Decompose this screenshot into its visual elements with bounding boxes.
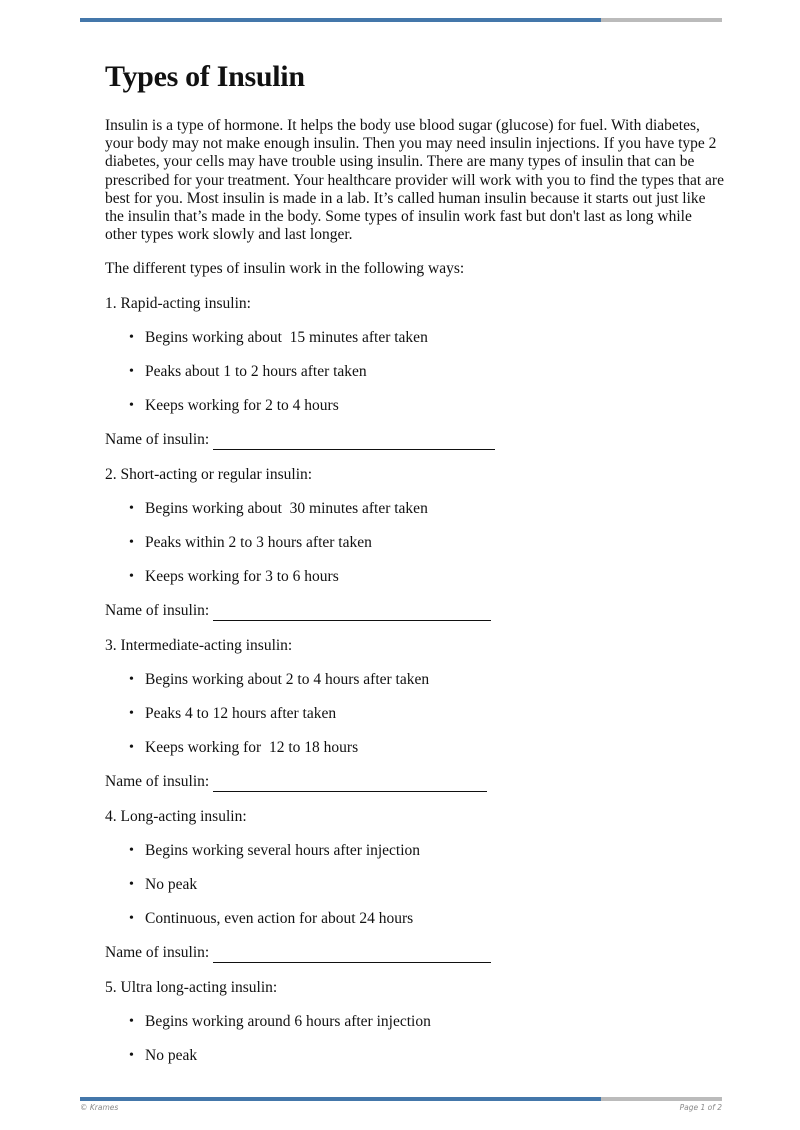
insulin-section bbox=[105, 808, 725, 963]
list-item-text: Keeps working for 2 to 4 hours bbox=[145, 397, 339, 415]
section-title: 4. Long-acting insulin: bbox=[105, 807, 247, 825]
name-of-insulin-label: Name of insulin: bbox=[105, 602, 210, 620]
list-item bbox=[129, 1012, 725, 1031]
bullet-icon: • bbox=[129, 842, 134, 858]
bullet-icon: • bbox=[129, 364, 134, 380]
bullet-icon: • bbox=[129, 398, 134, 414]
list-item-text: Keeps working for 12 to 18 hours bbox=[145, 739, 359, 757]
list-item-text: Begins working around 6 hours after injection bbox=[145, 1012, 431, 1030]
list-item-text: Keeps working for 3 to 6 hours bbox=[145, 568, 339, 586]
list-item-text: Peaks 4 to 12 hours after taken bbox=[145, 705, 337, 723]
list-item bbox=[129, 363, 725, 381]
list-item-text: Peaks within 2 to 3 hours after taken bbox=[145, 534, 372, 552]
footer-rule-accent bbox=[80, 1097, 601, 1101]
list-item-text: Peaks about 1 to 2 hours after taken bbox=[145, 363, 367, 381]
insulin-section bbox=[105, 295, 725, 450]
list-item bbox=[129, 328, 725, 347]
intro-paragraph: Insulin is a type of hormone. It helps the body use blood sugar (glucose) for fuel. With diabetes, your body may not make enough insulin. Then you may need insulin injections. If you have type 2 diabetes, your cells may have trouble using insulin. There are many types of insulin that can be prescribed for your treatment. Your healthcare provider will work with you to find the types that are best for you. Most insulin is made in a lab. It’s called human insulin because it starts out just like the insulin that’s made in the body. Some types of insulin work fast but don't last as long while other types work slowly and last longer. bbox=[105, 117, 724, 244]
bullet-icon: • bbox=[129, 911, 134, 927]
list-item-text: Continuous, even action for about 24 hours bbox=[145, 910, 414, 928]
name-of-insulin-row bbox=[105, 944, 725, 962]
footer-copyright: © Krames bbox=[80, 1103, 119, 1112]
list-item bbox=[129, 670, 725, 689]
name-of-insulin-label: Name of insulin: bbox=[105, 773, 210, 791]
bullet-icon: • bbox=[129, 329, 134, 345]
name-of-insulin-label: Name of insulin: bbox=[105, 944, 210, 962]
list-item bbox=[129, 910, 725, 928]
list-item-text: Begins working about 15 minutes after taken bbox=[145, 328, 428, 346]
list-item bbox=[129, 841, 725, 860]
section-title: 1. Rapid-acting insulin: bbox=[105, 294, 251, 312]
insulin-section bbox=[105, 979, 725, 1066]
bullet-icon: • bbox=[129, 500, 134, 516]
header-rule-gray bbox=[601, 18, 722, 22]
list-item-text: Begins working several hours after injection bbox=[145, 841, 421, 859]
bullet-icon: • bbox=[129, 535, 134, 551]
name-of-insulin-blank[interactable] bbox=[213, 777, 487, 792]
list-item bbox=[129, 876, 725, 894]
list-item bbox=[129, 705, 725, 723]
name-of-insulin-blank[interactable] bbox=[213, 606, 491, 621]
insulin-section bbox=[105, 637, 725, 792]
list-item-text: No peak bbox=[145, 1047, 198, 1065]
bullet-list bbox=[105, 671, 725, 758]
bullet-list bbox=[105, 500, 725, 587]
bullet-list bbox=[105, 329, 725, 416]
bullet-icon: • bbox=[129, 1013, 134, 1029]
bullet-icon: • bbox=[129, 569, 134, 585]
list-item bbox=[129, 739, 725, 757]
footer-rule-gray bbox=[601, 1097, 722, 1101]
header-rule-accent bbox=[80, 18, 601, 22]
name-of-insulin-row bbox=[105, 773, 725, 791]
page-title: Types of Insulin bbox=[105, 60, 305, 93]
list-item bbox=[129, 568, 725, 586]
section-title: 2. Short-acting or regular insulin: bbox=[105, 465, 313, 483]
name-of-insulin-blank[interactable] bbox=[213, 435, 495, 450]
footer-rule bbox=[80, 1097, 722, 1101]
name-of-insulin-row bbox=[105, 431, 725, 449]
name-of-insulin-row bbox=[105, 602, 725, 620]
bullet-icon: • bbox=[129, 1048, 134, 1064]
list-item bbox=[129, 534, 725, 552]
name-of-insulin-label: Name of insulin: bbox=[105, 431, 210, 449]
insulin-sections bbox=[105, 295, 725, 1066]
list-item-text: Begins working about 30 minutes after taken bbox=[145, 499, 428, 517]
bullet-icon: • bbox=[129, 877, 134, 893]
bullet-list bbox=[105, 842, 725, 929]
insulin-section bbox=[105, 466, 725, 621]
document-body bbox=[105, 55, 725, 1081]
header-rule bbox=[80, 18, 722, 22]
list-item bbox=[129, 499, 725, 518]
section-title: 3. Intermediate-acting insulin: bbox=[105, 636, 293, 654]
name-of-insulin-blank[interactable] bbox=[213, 948, 491, 963]
bullet-list bbox=[105, 1013, 725, 1065]
bullet-icon: • bbox=[129, 671, 134, 687]
list-item bbox=[129, 397, 725, 415]
bullet-icon: • bbox=[129, 740, 134, 756]
list-item bbox=[129, 1047, 725, 1065]
section-title: 5. Ultra long-acting insulin: bbox=[105, 978, 278, 996]
list-item-text: No peak bbox=[145, 876, 198, 894]
footer-page-number: Page 1 of 2 bbox=[679, 1103, 722, 1112]
list-item-text: Begins working about 2 to 4 hours after taken bbox=[145, 670, 430, 688]
lead-paragraph: The different types of insulin work in the following ways: bbox=[105, 260, 465, 278]
bullet-icon: • bbox=[129, 706, 134, 722]
